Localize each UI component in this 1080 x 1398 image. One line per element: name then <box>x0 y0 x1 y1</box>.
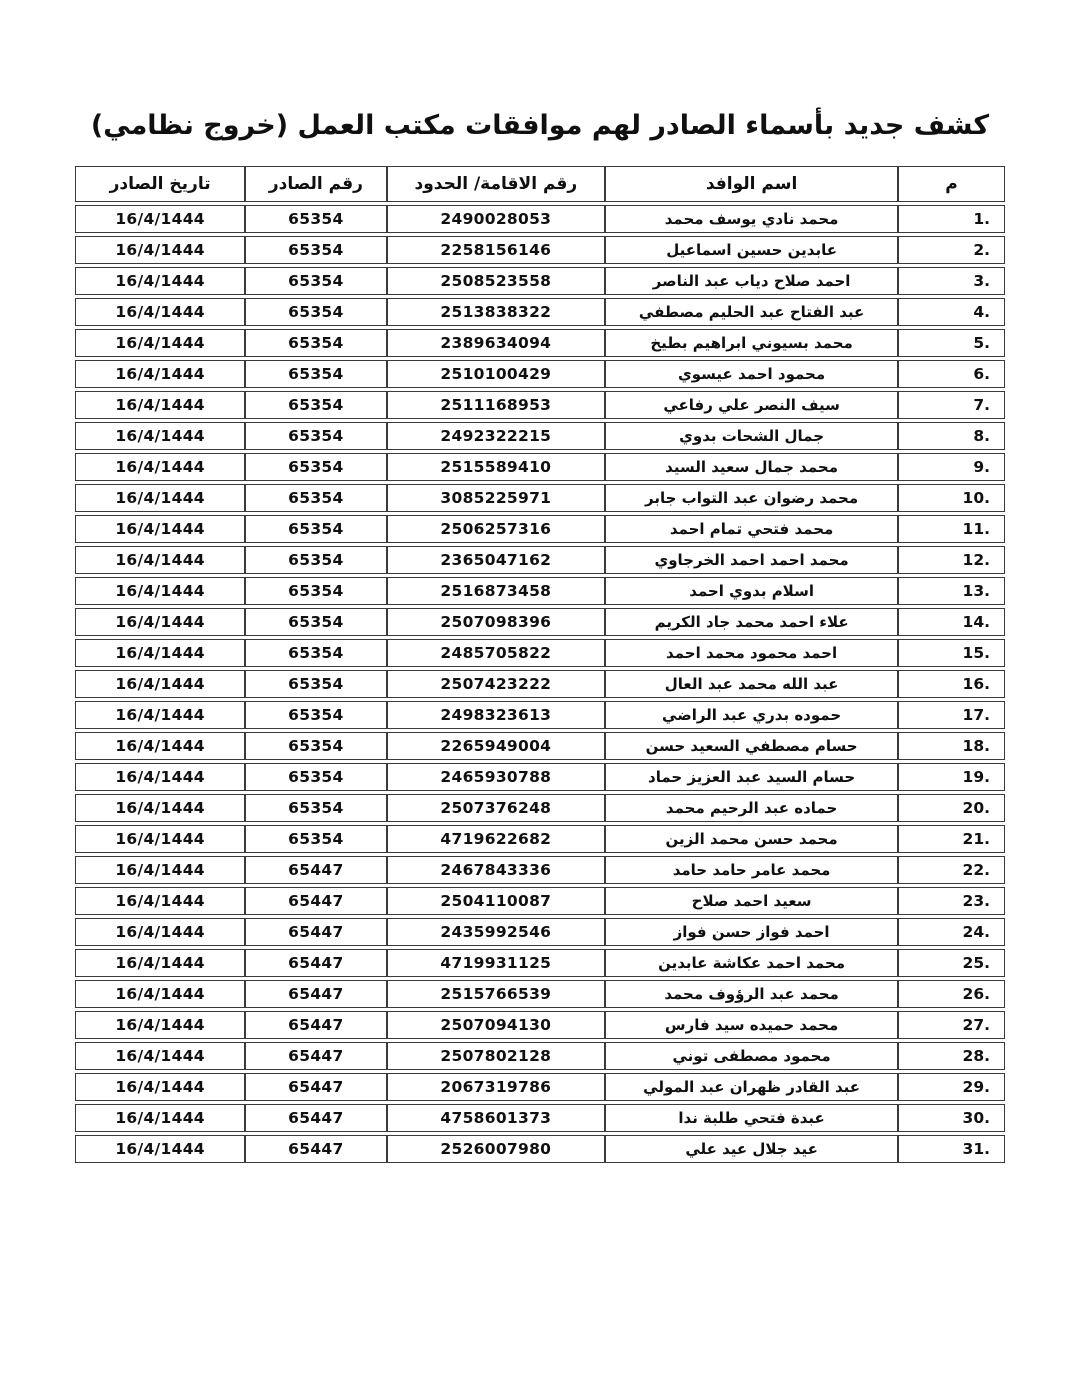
row-serial: 23. <box>898 887 1005 915</box>
row-issue-date: 16/4/1444 <box>75 267 245 295</box>
row-serial: 28. <box>898 1042 1005 1070</box>
table-row <box>75 360 1005 388</box>
table-body <box>75 205 1005 1163</box>
row-serial: 9. <box>898 453 1005 481</box>
row-serial: 12. <box>898 546 1005 574</box>
row-name: محمد حسن محمد الزين <box>605 825 898 853</box>
row-issue-no: 65447 <box>245 980 386 1008</box>
row-residence-border-no: 2507423222 <box>387 670 606 698</box>
table-row <box>75 887 1005 915</box>
row-serial: 27. <box>898 1011 1005 1039</box>
row-residence-border-no: 2465930788 <box>387 763 606 791</box>
row-serial: 31. <box>898 1135 1005 1163</box>
row-issue-date: 16/4/1444 <box>75 701 245 729</box>
row-serial: 19. <box>898 763 1005 791</box>
row-name: محمد رضوان عبد التواب جابر <box>605 484 898 512</box>
row-residence-border-no: 2510100429 <box>387 360 606 388</box>
table-row <box>75 391 1005 419</box>
row-issue-no: 65447 <box>245 1073 386 1101</box>
table-row <box>75 1073 1005 1101</box>
row-issue-date: 16/4/1444 <box>75 980 245 1008</box>
row-residence-border-no: 2507098396 <box>387 608 606 636</box>
header-issue-date: تاريخ الصادر <box>75 166 245 202</box>
row-residence-border-no: 2467843336 <box>387 856 606 884</box>
table-row <box>75 732 1005 760</box>
row-issue-date: 16/4/1444 <box>75 608 245 636</box>
row-issue-no: 65354 <box>245 236 386 264</box>
header-residence-border-no: رقم الاقامة/ الحدود <box>387 166 606 202</box>
row-issue-date: 16/4/1444 <box>75 484 245 512</box>
row-residence-border-no: 2389634094 <box>387 329 606 357</box>
row-name: محمد نادي يوسف محمد <box>605 205 898 233</box>
row-serial: 8. <box>898 422 1005 450</box>
row-name: اسلام بدوي احمد <box>605 577 898 605</box>
row-issue-date: 16/4/1444 <box>75 949 245 977</box>
row-issue-no: 65354 <box>245 825 386 853</box>
row-residence-border-no: 2490028053 <box>387 205 606 233</box>
row-serial: 1. <box>898 205 1005 233</box>
row-serial: 13. <box>898 577 1005 605</box>
row-issue-no: 65447 <box>245 1042 386 1070</box>
table-row <box>75 980 1005 1008</box>
table-row <box>75 515 1005 543</box>
row-residence-border-no: 2506257316 <box>387 515 606 543</box>
row-issue-no: 65354 <box>245 639 386 667</box>
row-name: عابدين حسين اسماعيل <box>605 236 898 264</box>
table-row <box>75 236 1005 264</box>
row-issue-no: 65354 <box>245 205 386 233</box>
row-issue-date: 16/4/1444 <box>75 422 245 450</box>
row-issue-date: 16/4/1444 <box>75 856 245 884</box>
table-row <box>75 453 1005 481</box>
row-issue-date: 16/4/1444 <box>75 794 245 822</box>
row-issue-date: 16/4/1444 <box>75 453 245 481</box>
row-issue-date: 16/4/1444 <box>75 1104 245 1132</box>
row-name: حموده بدري عبد الراضي <box>605 701 898 729</box>
row-issue-no: 65447 <box>245 1104 386 1132</box>
row-issue-date: 16/4/1444 <box>75 546 245 574</box>
table-header <box>75 166 1005 202</box>
row-name: علاء احمد محمد جاد الكريم <box>605 608 898 636</box>
row-name: محمد عبد الرؤوف محمد <box>605 980 898 1008</box>
row-issue-date: 16/4/1444 <box>75 918 245 946</box>
row-residence-border-no: 2507094130 <box>387 1011 606 1039</box>
approvals-table <box>75 163 1005 1166</box>
row-name: احمد صلاح دياب عبد الناصر <box>605 267 898 295</box>
row-serial: 26. <box>898 980 1005 1008</box>
row-issue-date: 16/4/1444 <box>75 205 245 233</box>
row-name: عبد الفتاح عبد الحليم مصطفي <box>605 298 898 326</box>
row-name: حماده عبد الرحيم محمد <box>605 794 898 822</box>
row-issue-no: 65354 <box>245 329 386 357</box>
table-row <box>75 329 1005 357</box>
row-serial: 21. <box>898 825 1005 853</box>
table-row <box>75 298 1005 326</box>
row-issue-no: 65354 <box>245 298 386 326</box>
row-issue-date: 16/4/1444 <box>75 577 245 605</box>
row-issue-date: 16/4/1444 <box>75 763 245 791</box>
row-residence-border-no: 2265949004 <box>387 732 606 760</box>
row-issue-date: 16/4/1444 <box>75 639 245 667</box>
header-issue-no: رقم الصادر <box>245 166 386 202</box>
row-issue-date: 16/4/1444 <box>75 1011 245 1039</box>
row-residence-border-no: 2511168953 <box>387 391 606 419</box>
page-title: كشف جديد بأسماء الصادر لهم موافقات مكتب العمل (خروج نظامي) <box>90 110 990 141</box>
table-row <box>75 1135 1005 1163</box>
row-serial: 6. <box>898 360 1005 388</box>
row-issue-date: 16/4/1444 <box>75 236 245 264</box>
row-residence-border-no: 2516873458 <box>387 577 606 605</box>
row-serial: 16. <box>898 670 1005 698</box>
row-serial: 18. <box>898 732 1005 760</box>
row-serial: 4. <box>898 298 1005 326</box>
row-issue-no: 65354 <box>245 484 386 512</box>
row-name: محمد عامر حامد حامد <box>605 856 898 884</box>
table-row <box>75 639 1005 667</box>
row-serial: 24. <box>898 918 1005 946</box>
row-issue-date: 16/4/1444 <box>75 887 245 915</box>
row-issue-date: 16/4/1444 <box>75 1135 245 1163</box>
row-issue-no: 65354 <box>245 577 386 605</box>
row-name: عبدة فتحي طلبة ندا <box>605 1104 898 1132</box>
row-serial: 29. <box>898 1073 1005 1101</box>
row-serial: 14. <box>898 608 1005 636</box>
row-issue-date: 16/4/1444 <box>75 1073 245 1101</box>
row-issue-no: 65447 <box>245 1011 386 1039</box>
table-row <box>75 1104 1005 1132</box>
table-row <box>75 856 1005 884</box>
table-row <box>75 701 1005 729</box>
table-header-row <box>75 166 1005 202</box>
header-name: اسم الوافد <box>605 166 898 202</box>
row-serial: 11. <box>898 515 1005 543</box>
table-row <box>75 1042 1005 1070</box>
table-row <box>75 794 1005 822</box>
row-issue-no: 65354 <box>245 608 386 636</box>
table-row <box>75 825 1005 853</box>
table-row <box>75 267 1005 295</box>
table-row <box>75 1011 1005 1039</box>
row-issue-no: 65354 <box>245 794 386 822</box>
row-serial: 3. <box>898 267 1005 295</box>
row-issue-no: 65354 <box>245 422 386 450</box>
row-name: محمد بسيوني ابراهيم بطيخ <box>605 329 898 357</box>
row-residence-border-no: 2498323613 <box>387 701 606 729</box>
row-issue-no: 65354 <box>245 732 386 760</box>
row-issue-date: 16/4/1444 <box>75 515 245 543</box>
row-issue-no: 65447 <box>245 949 386 977</box>
row-name: احمد محمود محمد احمد <box>605 639 898 667</box>
row-issue-no: 65447 <box>245 1135 386 1163</box>
row-issue-no: 65354 <box>245 453 386 481</box>
table-row <box>75 422 1005 450</box>
table-row <box>75 949 1005 977</box>
row-name: سعيد احمد صلاح <box>605 887 898 915</box>
row-issue-no: 65354 <box>245 391 386 419</box>
row-name: حسام مصطفي السعيد حسن <box>605 732 898 760</box>
table-row <box>75 608 1005 636</box>
row-serial: 5. <box>898 329 1005 357</box>
row-name: محمد جمال سعيد السيد <box>605 453 898 481</box>
row-residence-border-no: 2504110087 <box>387 887 606 915</box>
row-name: محمد فتحي تمام احمد <box>605 515 898 543</box>
row-serial: 22. <box>898 856 1005 884</box>
row-name: سيف النصر علي رفاعي <box>605 391 898 419</box>
row-residence-border-no: 2492322215 <box>387 422 606 450</box>
row-issue-date: 16/4/1444 <box>75 1042 245 1070</box>
row-residence-border-no: 2485705822 <box>387 639 606 667</box>
row-residence-border-no: 3085225971 <box>387 484 606 512</box>
row-residence-border-no: 2507376248 <box>387 794 606 822</box>
row-residence-border-no: 4719622682 <box>387 825 606 853</box>
row-residence-border-no: 2515589410 <box>387 453 606 481</box>
row-issue-no: 65354 <box>245 515 386 543</box>
row-issue-no: 65354 <box>245 546 386 574</box>
row-issue-no: 65447 <box>245 856 386 884</box>
row-serial: 20. <box>898 794 1005 822</box>
row-issue-date: 16/4/1444 <box>75 732 245 760</box>
row-residence-border-no: 2508523558 <box>387 267 606 295</box>
header-serial: م <box>898 166 1005 202</box>
row-residence-border-no: 2435992546 <box>387 918 606 946</box>
row-issue-date: 16/4/1444 <box>75 298 245 326</box>
row-residence-border-no: 2515766539 <box>387 980 606 1008</box>
row-serial: 7. <box>898 391 1005 419</box>
row-residence-border-no: 2526007980 <box>387 1135 606 1163</box>
table-row <box>75 577 1005 605</box>
row-name: محمد حميده سيد فارس <box>605 1011 898 1039</box>
row-issue-date: 16/4/1444 <box>75 329 245 357</box>
row-issue-no: 65447 <box>245 918 386 946</box>
row-residence-border-no: 2513838322 <box>387 298 606 326</box>
row-name: محمد احمد عكاشة عابدين <box>605 949 898 977</box>
table-row <box>75 918 1005 946</box>
row-issue-no: 65354 <box>245 360 386 388</box>
row-residence-border-no: 2365047162 <box>387 546 606 574</box>
row-name: جمال الشحات بدوي <box>605 422 898 450</box>
row-serial: 2. <box>898 236 1005 264</box>
row-residence-border-no: 2067319786 <box>387 1073 606 1101</box>
row-serial: 15. <box>898 639 1005 667</box>
row-name: عبد الله محمد عبد العال <box>605 670 898 698</box>
table-row <box>75 484 1005 512</box>
table-row <box>75 670 1005 698</box>
row-name: عيد جلال عيد علي <box>605 1135 898 1163</box>
row-issue-no: 65354 <box>245 267 386 295</box>
row-name: محمود احمد عيسوي <box>605 360 898 388</box>
row-residence-border-no: 4719931125 <box>387 949 606 977</box>
row-serial: 10. <box>898 484 1005 512</box>
row-name: احمد فواز حسن فواز <box>605 918 898 946</box>
row-issue-no: 65354 <box>245 763 386 791</box>
row-issue-no: 65354 <box>245 670 386 698</box>
row-name: محمود مصطفى توني <box>605 1042 898 1070</box>
table-row <box>75 205 1005 233</box>
row-residence-border-no: 2507802128 <box>387 1042 606 1070</box>
table-row <box>75 763 1005 791</box>
row-serial: 30. <box>898 1104 1005 1132</box>
row-name: حسام السيد عبد العزيز حماد <box>605 763 898 791</box>
row-serial: 25. <box>898 949 1005 977</box>
row-residence-border-no: 2258156146 <box>387 236 606 264</box>
row-issue-date: 16/4/1444 <box>75 360 245 388</box>
row-issue-no: 65354 <box>245 701 386 729</box>
row-issue-date: 16/4/1444 <box>75 670 245 698</box>
row-issue-date: 16/4/1444 <box>75 825 245 853</box>
row-name: عبد القادر ظهران عبد المولي <box>605 1073 898 1101</box>
row-residence-border-no: 4758601373 <box>387 1104 606 1132</box>
row-serial: 17. <box>898 701 1005 729</box>
row-issue-date: 16/4/1444 <box>75 391 245 419</box>
table-row <box>75 546 1005 574</box>
row-issue-no: 65447 <box>245 887 386 915</box>
row-name: محمد احمد احمد الخرجاوي <box>605 546 898 574</box>
